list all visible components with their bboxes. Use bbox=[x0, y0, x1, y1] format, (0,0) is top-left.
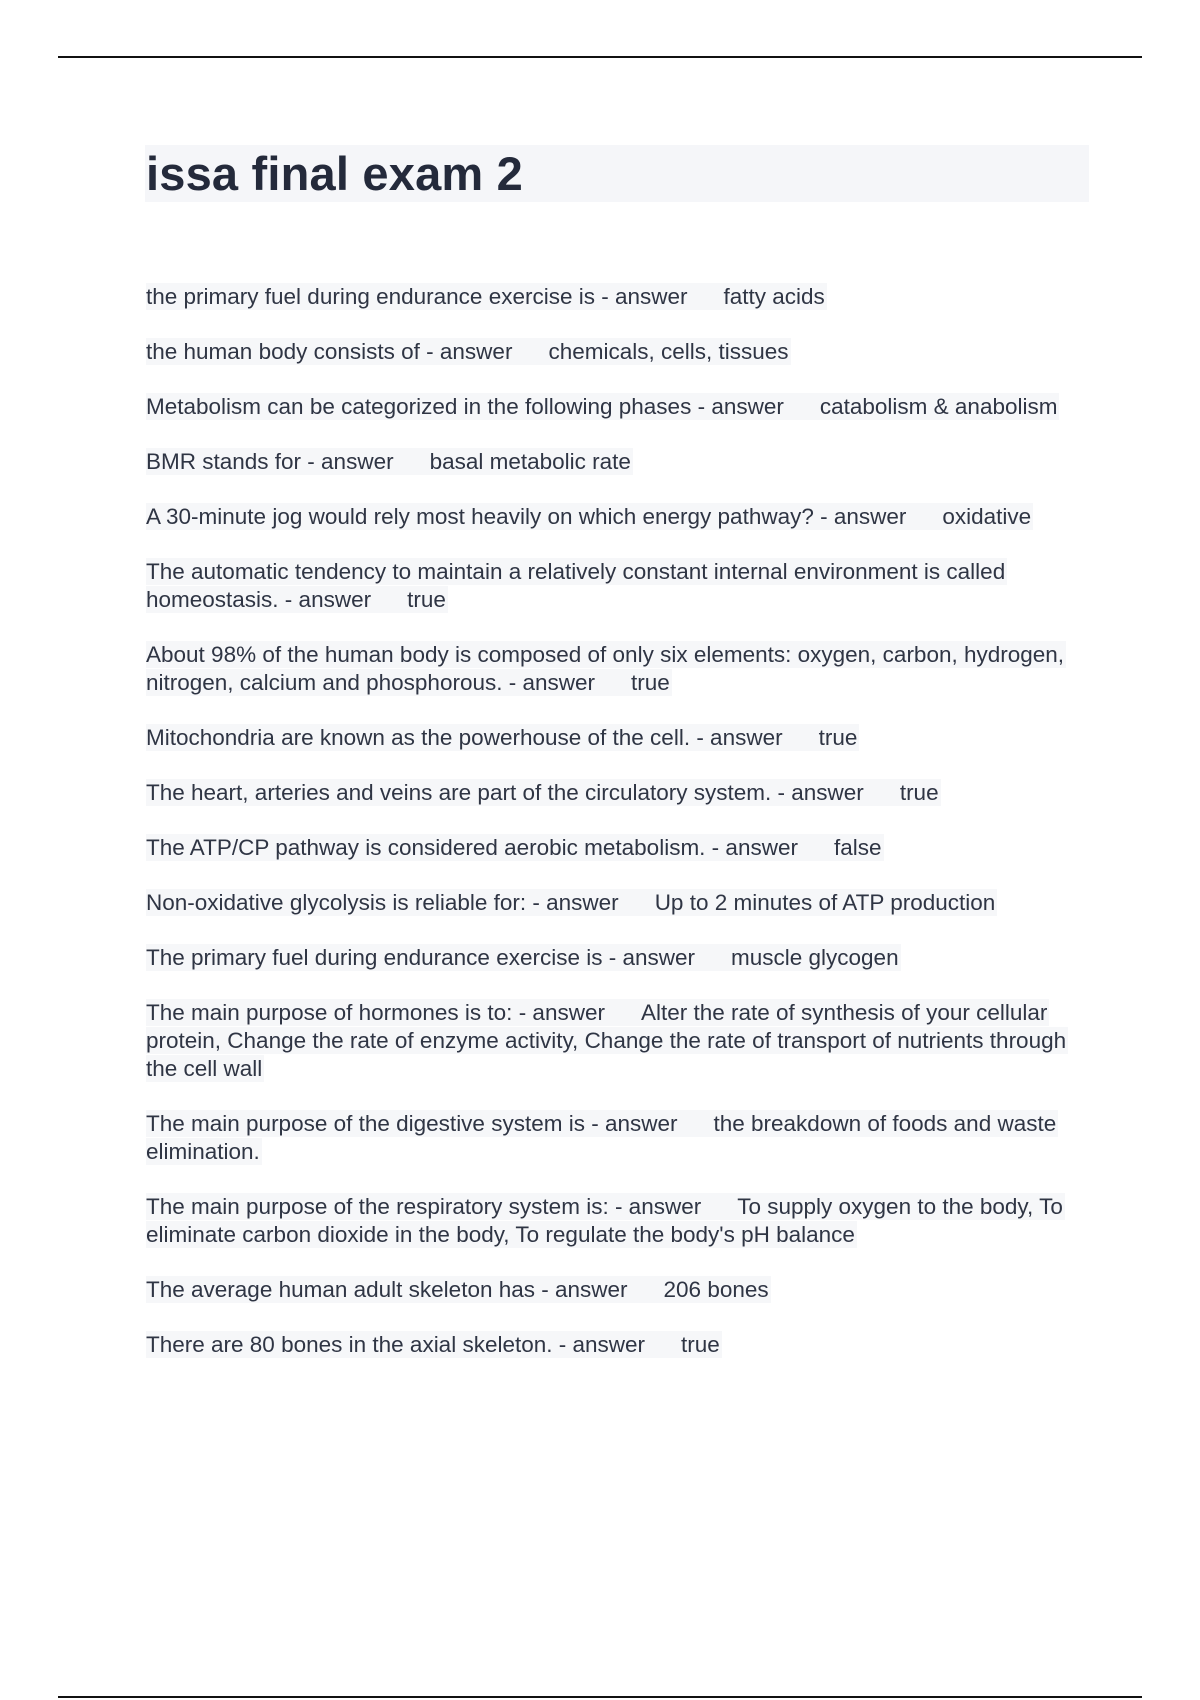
qa-item bbox=[146, 283, 1090, 311]
answer-text: 206 bones bbox=[663, 1277, 769, 1302]
question-text: The ATP/CP pathway is considered aerobic metabolism. - answer bbox=[146, 835, 798, 860]
question-text: the human body consists of - answer bbox=[146, 339, 513, 364]
answer-text: the breakdown of foods and waste elimination. bbox=[146, 1111, 1057, 1164]
question-text: Non-oxidative glycolysis is reliable for: - answer bbox=[146, 890, 619, 915]
qa-item bbox=[146, 558, 1090, 614]
qa-item bbox=[146, 1331, 1090, 1359]
qa-item bbox=[146, 724, 1090, 752]
question-answer-list bbox=[146, 283, 1090, 1386]
top-divider bbox=[58, 56, 1142, 58]
qa-item bbox=[146, 779, 1090, 807]
answer-text: fatty acids bbox=[723, 284, 825, 309]
qa-item bbox=[146, 889, 1090, 917]
answer-text: basal metabolic rate bbox=[429, 449, 631, 474]
answer-text: Up to 2 minutes of ATP production bbox=[654, 890, 996, 915]
qa-item bbox=[146, 448, 1090, 476]
question-text: About 98% of the human body is composed of only six elements: oxygen, carbon, hydrogen, nitrogen, calcium and phosphorous. - answer bbox=[146, 642, 1065, 695]
question-text: the primary fuel during endurance exercise is - answer bbox=[146, 284, 688, 309]
question-text: Mitochondria are known as the powerhouse of the cell. - answer bbox=[146, 725, 783, 750]
question-text: The average human adult skeleton has - answer bbox=[146, 1277, 628, 1302]
answer-text: muscle glycogen bbox=[731, 945, 899, 970]
answer-text: true bbox=[631, 670, 670, 695]
answer-text: true bbox=[899, 780, 939, 805]
qa-item bbox=[146, 834, 1090, 862]
qa-item bbox=[146, 944, 1090, 972]
question-text: Metabolism can be categorized in the following phases - answer bbox=[146, 394, 784, 419]
question-text: BMR stands for - answer bbox=[146, 449, 394, 474]
qa-item bbox=[146, 999, 1090, 1083]
question-text: The main purpose of the digestive system is - answer bbox=[146, 1111, 678, 1136]
question-text: The automatic tendency to maintain a relatively constant internal environment is called homeostasis. - answer bbox=[146, 559, 1006, 612]
question-text: The heart, arteries and veins are part of the circulatory system. - answer bbox=[146, 780, 864, 805]
answer-text: chemicals, cells, tissues bbox=[548, 339, 789, 364]
answer-text: Alter the rate of synthesis of your cellular protein, Change the rate of enzyme activity, Change the rate of transport of nutrients through the cell wall bbox=[146, 1000, 1067, 1081]
question-text: A 30-minute jog would rely most heavily on which energy pathway? - answer bbox=[146, 504, 907, 529]
answer-text: true bbox=[407, 587, 446, 612]
answer-text: To supply oxygen to the body, To eliminate carbon dioxide in the body, To regulate the body's pH balance bbox=[146, 1194, 1063, 1247]
answer-text: false bbox=[833, 835, 882, 860]
qa-item bbox=[146, 503, 1090, 531]
question-text: The main purpose of the respiratory system is: - answer bbox=[146, 1194, 702, 1219]
qa-item bbox=[146, 641, 1090, 697]
question-text: There are 80 bones in the axial skeleton. - answer bbox=[146, 1332, 646, 1357]
question-text: The main purpose of hormones is to: - answer bbox=[146, 1000, 605, 1025]
answer-text: catabolism & anabolism bbox=[819, 394, 1058, 419]
qa-item bbox=[146, 1110, 1090, 1166]
qa-item bbox=[146, 1193, 1090, 1249]
answer-text: true bbox=[818, 725, 858, 750]
qa-item bbox=[146, 338, 1090, 366]
answer-text: oxidative bbox=[942, 504, 1032, 529]
answer-text: true bbox=[681, 1332, 720, 1357]
qa-item bbox=[146, 393, 1090, 421]
bottom-divider bbox=[58, 1696, 1142, 1698]
page-title: issa final exam 2 bbox=[146, 147, 524, 200]
qa-item bbox=[146, 1276, 1090, 1304]
question-text: The primary fuel during endurance exercise is - answer bbox=[146, 945, 695, 970]
